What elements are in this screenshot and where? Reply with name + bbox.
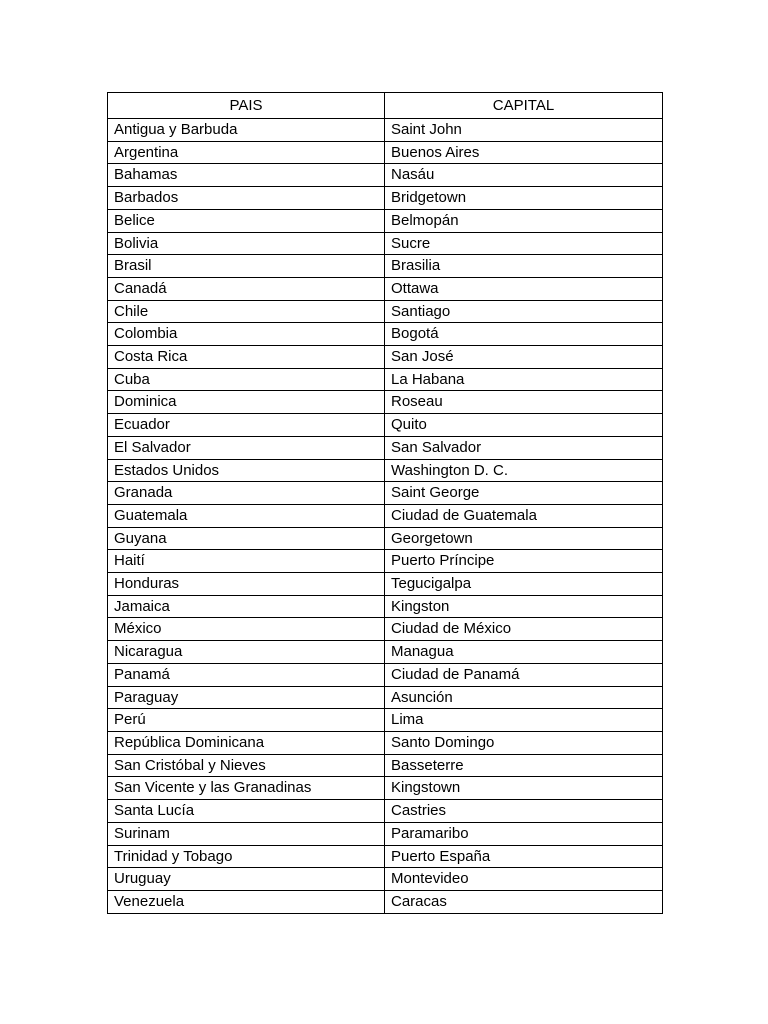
country-cell: Antigua y Barbuda [108, 119, 385, 142]
capital-cell: Bridgetown [385, 187, 663, 210]
capital-cell: Asunción [385, 686, 663, 709]
table-row [108, 141, 663, 164]
capital-cell: Castries [385, 800, 663, 823]
capital-cell: Washington D. C. [385, 459, 663, 482]
country-cell: Belice [108, 209, 385, 232]
capital-cell: Puerto Príncipe [385, 550, 663, 573]
capital-cell: Ottawa [385, 277, 663, 300]
table-row [108, 550, 663, 573]
capital-cell: Ciudad de Guatemala [385, 504, 663, 527]
header-row [108, 93, 663, 119]
capital-cell: Saint George [385, 482, 663, 505]
table-row [108, 754, 663, 777]
country-cell: México [108, 618, 385, 641]
table-body [108, 119, 663, 914]
table-row [108, 164, 663, 187]
capital-cell: Montevideo [385, 868, 663, 891]
capital-cell: San Salvador [385, 436, 663, 459]
header-country: PAIS [108, 93, 385, 119]
table-row [108, 346, 663, 369]
table-row [108, 868, 663, 891]
table-row [108, 277, 663, 300]
country-cell: Barbados [108, 187, 385, 210]
country-cell: Guatemala [108, 504, 385, 527]
table-row [108, 436, 663, 459]
country-cell: Venezuela [108, 890, 385, 913]
country-cell: Surinam [108, 822, 385, 845]
country-cell: Guyana [108, 527, 385, 550]
capital-cell: Basseterre [385, 754, 663, 777]
table-row [108, 414, 663, 437]
capital-cell: Tegucigalpa [385, 573, 663, 596]
capital-cell: Paramaribo [385, 822, 663, 845]
country-cell: Costa Rica [108, 346, 385, 369]
country-cell: Trinidad y Tobago [108, 845, 385, 868]
table-row [108, 641, 663, 664]
table-row [108, 709, 663, 732]
country-cell: Brasil [108, 255, 385, 278]
country-cell: Jamaica [108, 595, 385, 618]
table-row [108, 368, 663, 391]
table-row [108, 573, 663, 596]
capital-cell: Quito [385, 414, 663, 437]
capital-cell: Lima [385, 709, 663, 732]
table-row [108, 187, 663, 210]
countries-capitals-table [107, 92, 663, 914]
country-cell: República Dominicana [108, 731, 385, 754]
country-cell: Bahamas [108, 164, 385, 187]
table-row [108, 255, 663, 278]
capital-cell: Santiago [385, 300, 663, 323]
country-cell: Honduras [108, 573, 385, 596]
country-cell: Dominica [108, 391, 385, 414]
capital-cell: Brasilia [385, 255, 663, 278]
country-cell: Uruguay [108, 868, 385, 891]
capital-cell: Sucre [385, 232, 663, 255]
capital-cell: La Habana [385, 368, 663, 391]
country-cell: Bolivia [108, 232, 385, 255]
country-cell: El Salvador [108, 436, 385, 459]
capital-cell: Kingston [385, 595, 663, 618]
table-row [108, 232, 663, 255]
table-row [108, 845, 663, 868]
table-row [108, 300, 663, 323]
capital-cell: Managua [385, 641, 663, 664]
capital-cell: Caracas [385, 890, 663, 913]
country-cell: Cuba [108, 368, 385, 391]
capital-cell: Kingstown [385, 777, 663, 800]
country-cell: Panamá [108, 663, 385, 686]
table-row [108, 459, 663, 482]
capital-cell: Ciudad de México [385, 618, 663, 641]
table-row [108, 119, 663, 142]
table-row [108, 800, 663, 823]
country-cell: San Cristóbal y Nieves [108, 754, 385, 777]
capital-cell: Buenos Aires [385, 141, 663, 164]
country-cell: Santa Lucía [108, 800, 385, 823]
capital-cell: Nasáu [385, 164, 663, 187]
table-row [108, 504, 663, 527]
table-row [108, 527, 663, 550]
country-cell: Paraguay [108, 686, 385, 709]
table-row [108, 686, 663, 709]
capital-cell: Santo Domingo [385, 731, 663, 754]
country-cell: Canadá [108, 277, 385, 300]
table-row [108, 595, 663, 618]
table-row [108, 482, 663, 505]
table-row [108, 618, 663, 641]
country-cell: Colombia [108, 323, 385, 346]
table-row [108, 822, 663, 845]
capital-cell: Saint John [385, 119, 663, 142]
country-cell: San Vicente y las Granadinas [108, 777, 385, 800]
header-capital: CAPITAL [385, 93, 663, 119]
country-cell: Granada [108, 482, 385, 505]
country-cell: Estados Unidos [108, 459, 385, 482]
country-cell: Chile [108, 300, 385, 323]
table-row [108, 777, 663, 800]
country-cell: Ecuador [108, 414, 385, 437]
country-cell: Nicaragua [108, 641, 385, 664]
table-row [108, 890, 663, 913]
capital-cell: Georgetown [385, 527, 663, 550]
capital-cell: San José [385, 346, 663, 369]
capital-cell: Roseau [385, 391, 663, 414]
table-row [108, 323, 663, 346]
country-cell: Argentina [108, 141, 385, 164]
country-cell: Haití [108, 550, 385, 573]
capital-cell: Belmopán [385, 209, 663, 232]
table-row [108, 663, 663, 686]
table-row [108, 391, 663, 414]
table-header [108, 93, 663, 119]
country-cell: Perú [108, 709, 385, 732]
capital-cell: Puerto España [385, 845, 663, 868]
table-row [108, 731, 663, 754]
table-row [108, 209, 663, 232]
capital-cell: Ciudad de Panamá [385, 663, 663, 686]
capital-cell: Bogotá [385, 323, 663, 346]
